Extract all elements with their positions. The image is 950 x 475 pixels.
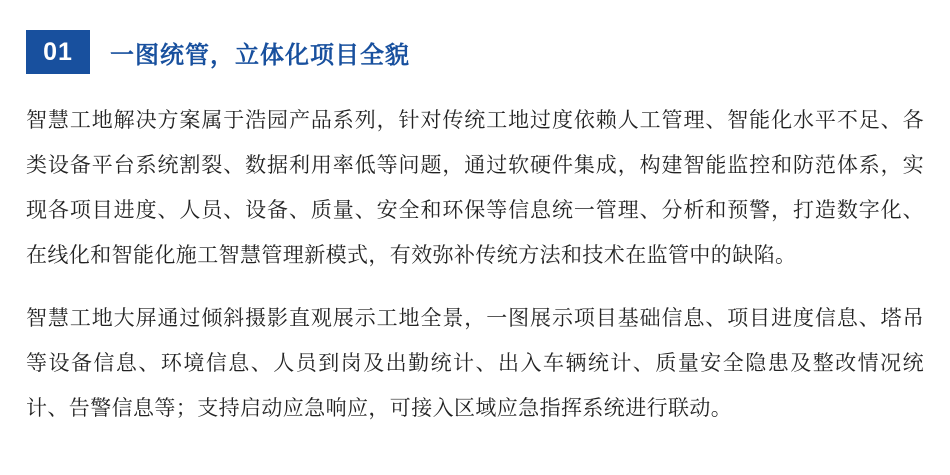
section-header (26, 30, 924, 74)
section-number-badge: 01 (26, 30, 90, 74)
body-paragraph-1: 智慧工地解决方案属于浩园产品系列，针对传统工地过度依赖人工管理、智能化水平不足、各类设备平台系统割裂、数据利用率低等问题，通过软硬件集成，构建智能监控和防范体系，实现各项目进度、人员、设备、质量、安全和环保等信息统一管理、分析和预警，打造数字化、在线化和智能化施工智慧管理新模式，有效弥补传统方法和技术在监管中的缺陷。 (26, 109, 924, 267)
section-title: 一图统管，立体化项目全貌 (110, 41, 410, 69)
body-paragraph-2: 智慧工地大屏通过倾斜摄影直观展示工地全景，一图展示项目基础信息、项目进度信息、塔吊等设备信息、环境信息、人员到岗及出勤统计、出入车辆统计、质量安全隐患及整改情况统计、告警信息等；支持启动应急响应，可接入区域应急指挥系统进行联动。 (26, 307, 924, 420)
